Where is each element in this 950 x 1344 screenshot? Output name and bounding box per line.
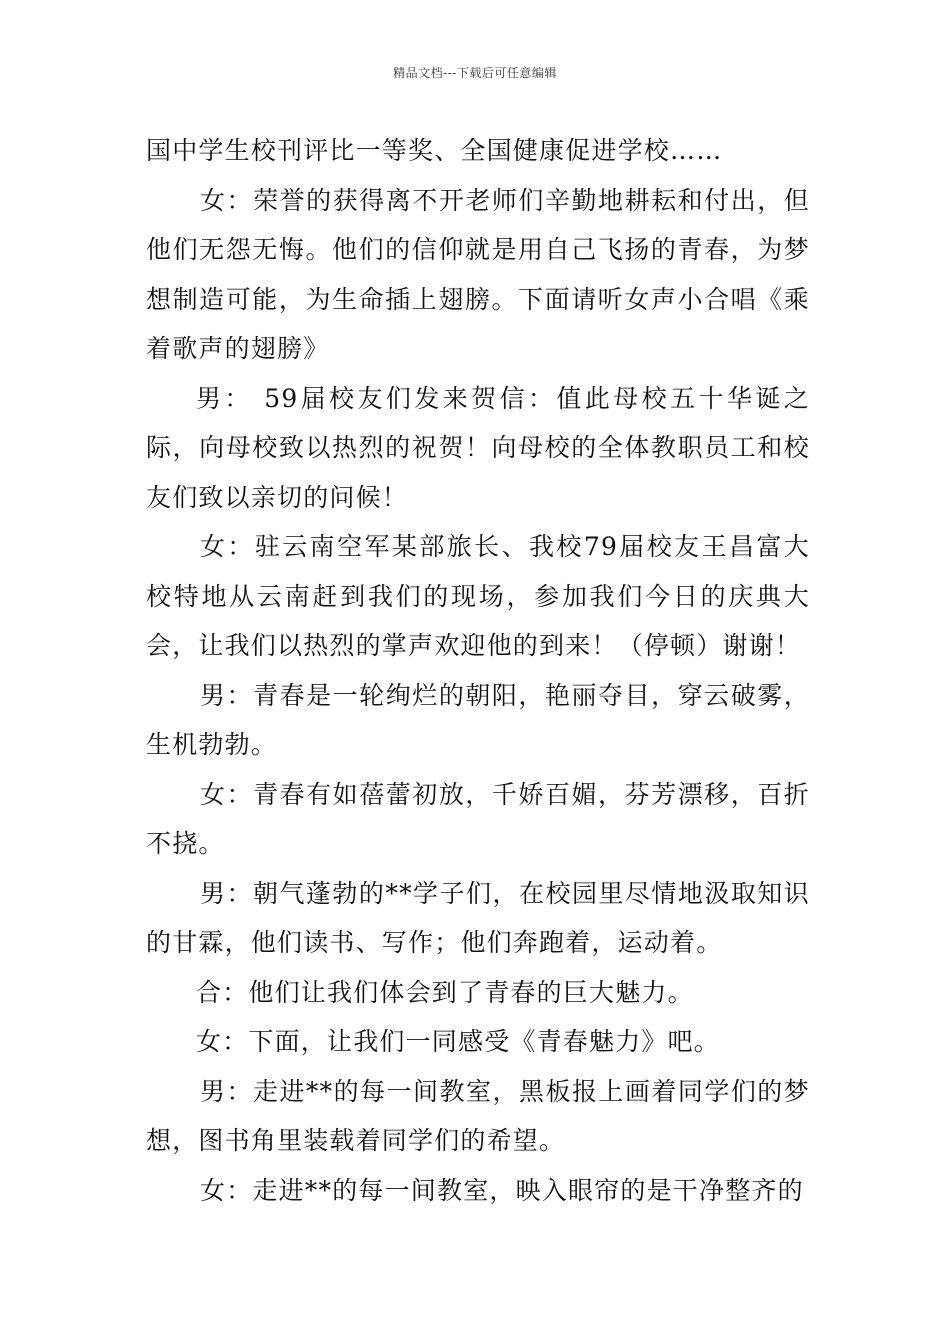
paragraph-male-congratulations: 男： 59届校友们发来贺信：值此母校五十华诞之际，向母校致以热烈的祝贺！向母校的全体教职员工和校友们致以亲切的问候！ bbox=[146, 383, 810, 512]
page-header: 精品文档---下载后可任意编辑 bbox=[393, 66, 557, 80]
paragraph-female-youth-bloom: 女：青春有如蓓蕾初放，千娇百媚，芬芳漂移，百折不挠。 bbox=[146, 779, 810, 858]
paragraph-female-program: 女：下面，让我们一同感受《青春魅力》吧。 bbox=[196, 1027, 721, 1056]
paragraph-male-students: 男：朝气蓬勃的**学子们，在校园里尽情地汲取知识的甘霖，他们读书、写作；他们奔跑着，运动着。 bbox=[146, 878, 810, 957]
paragraph-female-honor: 女：荣誉的获得离不开老师们辛勤地耕耘和付出，但他们无怨无悔。他们的信仰就是用自己飞扬的青春，为梦想制造可能，为生命插上翅膀。下面请听女声小合唱《乘着歌声的翅膀》 bbox=[146, 185, 810, 363]
paragraph-female-alumni-welcome: 女：驻云南空军某部旅长、我校79届校友王昌富大校特地从云南赶到我们的现场，参加我们今日的庆典大会，让我们以热烈的掌声欢迎他的到来！（停顿）谢谢！ bbox=[146, 532, 810, 660]
paragraph-male-classroom: 男：走进**的每一间教室，黑板报上画着同学们的梦想，图书角里装载着同学们的希望。 bbox=[146, 1076, 810, 1155]
paragraph-together: 合：他们让我们体会到了青春的巨大魅力。 bbox=[196, 977, 694, 1007]
paragraph-male-youth-sun: 男：青春是一轮绚烂的朝阳，艳丽夺目，穿云破雾，生机勃勃。 bbox=[146, 680, 810, 759]
paragraph-female-classroom: 女：走进**的每一间教室，映入眼帘的是干净整齐的 bbox=[200, 1175, 804, 1205]
paragraph-continuation: 国中学生校刊评比一等奖、全国健康促进学校…… bbox=[146, 136, 723, 165]
document-body bbox=[146, 126, 810, 1215]
